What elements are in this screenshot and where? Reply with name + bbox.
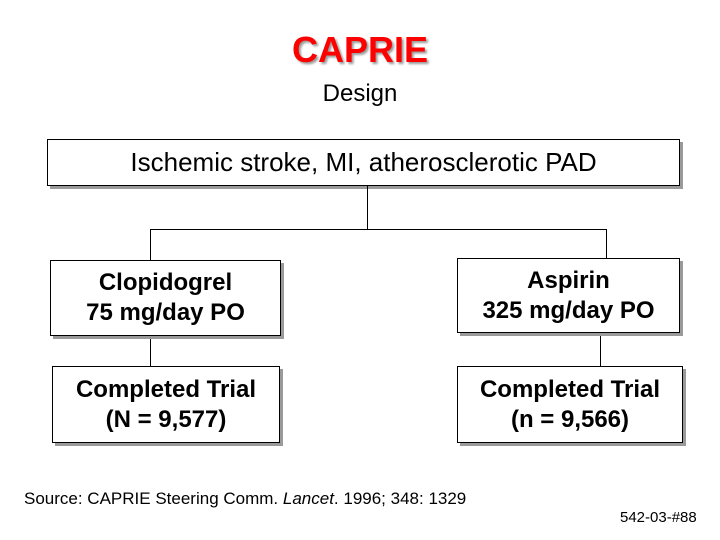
- arm-dose-label: 325 mg/day PO: [482, 296, 655, 324]
- clopidogrel-arm-box: [50, 260, 281, 336]
- clopidogrel-completed-box: [52, 366, 280, 443]
- connector-trunk: [367, 186, 368, 229]
- completed-label: Completed Trial: [479, 375, 661, 403]
- connector-branch: [150, 229, 606, 230]
- slide-code: 542-03-#88: [620, 509, 697, 526]
- slide-subtitle: Design: [322, 80, 398, 107]
- completed-label: Completed Trial: [75, 375, 257, 403]
- population-box: [47, 139, 680, 186]
- aspirin-completed-box: [457, 366, 683, 443]
- aspirin-arm-box: [457, 258, 680, 333]
- population-label: Ischemic stroke, MI, atherosclerotic PAD: [130, 147, 597, 177]
- arm-drug-label: Clopidogrel: [98, 269, 233, 296]
- connector-left-arm: [150, 336, 151, 366]
- slide-title: CAPRIE: [291, 29, 429, 70]
- completed-count: (N = 9,577): [105, 405, 227, 433]
- source-prefix: Source: CAPRIE Steering Comm.: [24, 489, 283, 508]
- arm-dose-label: 75 mg/day PO: [86, 299, 245, 326]
- connector-right-arm: [600, 333, 601, 366]
- completed-count: (n = 9,566): [510, 405, 630, 433]
- connector-right-drop: [606, 229, 607, 258]
- connector-left-drop: [150, 229, 151, 260]
- arm-drug-label: Aspirin: [527, 266, 610, 294]
- source-journal: Lancet: [282, 489, 334, 508]
- source-suffix: . 1996; 348: 1329: [333, 489, 467, 508]
- source-citation: [24, 489, 466, 509]
